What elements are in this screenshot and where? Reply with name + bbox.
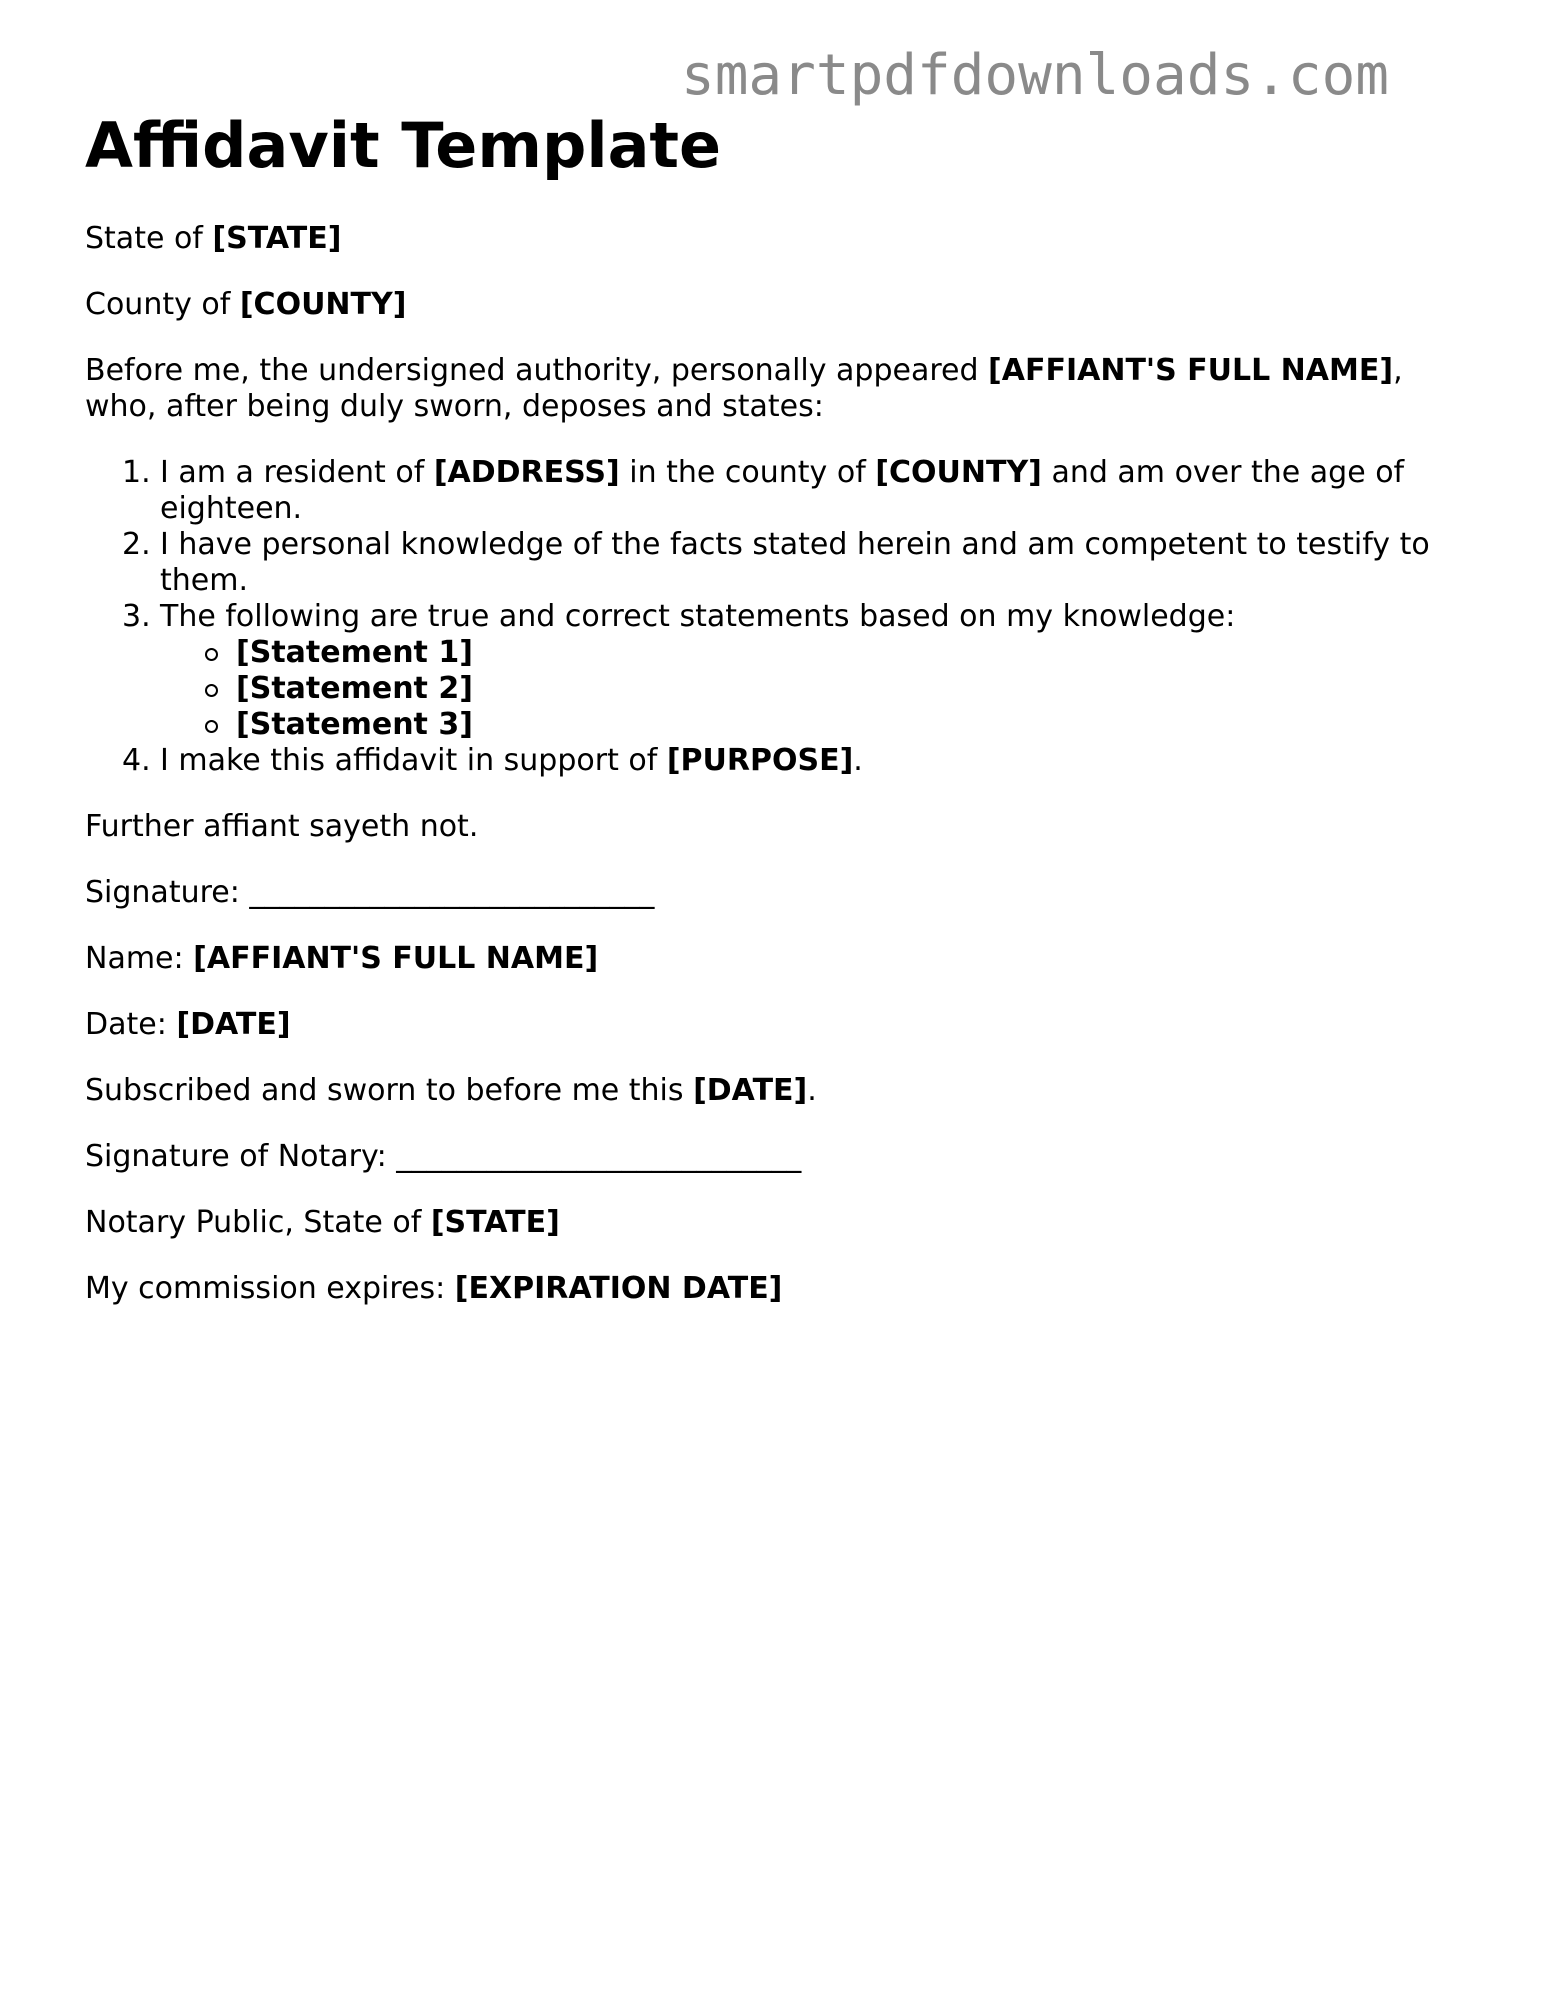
address-placeholder: [ADDRESS] [433, 455, 620, 490]
watermark-text: smartpdfdownloads.com [681, 43, 1390, 108]
intro-text-after: , who, after being duly sworn, deposes and states: [85, 353, 1403, 424]
county-line [85, 287, 1465, 323]
sub-list-item [85, 635, 1465, 671]
notary-signature-label: Signature of Notary: [85, 1139, 397, 1174]
item3-text: The following are true and correct statements based on my knowledge: [160, 599, 1236, 634]
hollow-bullet-icon [205, 684, 218, 697]
date-line [85, 1007, 1465, 1043]
county-placeholder-2: [COUNTY] [875, 455, 1042, 490]
list-number: 3. [122, 599, 151, 634]
name-line [85, 941, 1465, 977]
subscribed-period: . [807, 1073, 817, 1108]
sub-list-item [85, 707, 1465, 743]
statement-list [85, 455, 1465, 779]
notary-public-line [85, 1205, 1465, 1241]
item4-text-a: I make this affidavit in support of [160, 743, 667, 778]
name-label: Name: [85, 941, 194, 976]
document-page [85, 108, 1465, 1306]
statement-placeholder: [Statement 3] [236, 707, 473, 742]
page-title: Affidavit Template [85, 109, 722, 182]
notary-signature-line [85, 1139, 1465, 1175]
hollow-bullet-icon [205, 648, 218, 661]
subscribed-text: Subscribed and sworn to before me this [85, 1073, 694, 1108]
date-label: Date: [85, 1007, 177, 1042]
state-placeholder: [STATE] [212, 221, 342, 256]
date-placeholder: [DATE] [176, 1007, 291, 1042]
list-item [85, 455, 1465, 527]
statement-placeholder: [Statement 1] [236, 635, 473, 670]
notary-signature-blank: ___________________________ [396, 1139, 802, 1174]
signature-label: Signature: [85, 875, 250, 910]
hollow-bullet-icon [205, 720, 218, 733]
list-item [85, 527, 1465, 599]
intro-text-before: Before me, the undersigned authority, personally appeared [85, 353, 989, 388]
statement-placeholder: [Statement 2] [236, 671, 473, 706]
intro-paragraph [85, 353, 1465, 425]
state-placeholder-2: [STATE] [430, 1205, 560, 1240]
expiration-date-placeholder: [EXPIRATION DATE] [454, 1271, 783, 1306]
state-line [85, 221, 1465, 257]
item4-text-b: . [853, 743, 863, 778]
list-item [85, 743, 1465, 779]
item2-text: I have personal knowledge of the facts stated herein and am competent to testify to them. [160, 527, 1430, 598]
sub-list-item [85, 671, 1465, 707]
commission-label: My commission expires: [85, 1271, 455, 1306]
sub-statement-list [160, 635, 1465, 743]
state-label: State of [85, 221, 213, 256]
county-label: County of [85, 287, 240, 322]
signature-line [85, 875, 1465, 911]
list-number: 2. [122, 527, 151, 562]
item1-text-a: I am a resident of [160, 455, 434, 490]
signature-blank: ___________________________ [249, 875, 655, 910]
list-number: 4. [122, 743, 151, 778]
affiant-name-placeholder: [AFFIANT'S FULL NAME] [988, 353, 1394, 388]
notary-public-label: Notary Public, State of [85, 1205, 431, 1240]
list-item [85, 599, 1465, 743]
purpose-placeholder: [PURPOSE] [666, 743, 854, 778]
list-number: 1. [122, 455, 151, 490]
item1-text-c: and am over the age of eighteen. [160, 455, 1405, 526]
subscribed-line [85, 1073, 1465, 1109]
county-placeholder: [COUNTY] [239, 287, 407, 322]
further-statement: Further affiant sayeth not. [85, 809, 479, 844]
affiant-name-placeholder-2: [AFFIANT'S FULL NAME] [193, 941, 599, 976]
commission-line [85, 1271, 1465, 1307]
item1-text-b: in the county of [619, 455, 876, 490]
date-placeholder-2: [DATE] [693, 1073, 808, 1108]
